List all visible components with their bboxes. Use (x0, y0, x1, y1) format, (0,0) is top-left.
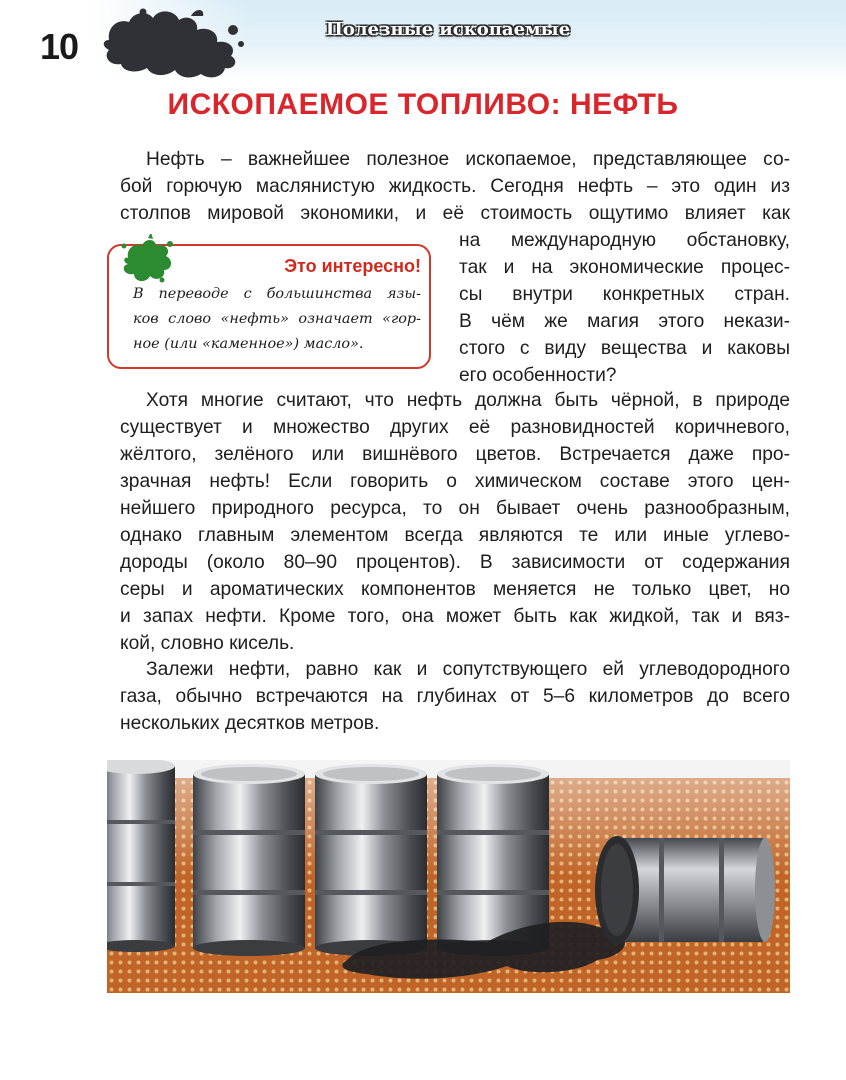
page-title: ИСКОПАЕМОЕ ТОПЛИВО: НЕФТЬ (167, 88, 679, 121)
text-line: дороды (около 80–90 процентов). В зависимости от содержания (120, 552, 790, 573)
paragraph-colors (120, 387, 790, 657)
callout-title: Это интересно! (284, 256, 421, 276)
barrel-row (107, 760, 549, 956)
callout-text (133, 282, 421, 357)
text-line: бой горючую маслянистую жидкость. Сегодня нефть – это один из (120, 176, 790, 197)
intro-paragraph-wrap (459, 227, 790, 389)
text-line: однако главным элементом всегда являются те или иные углево- (120, 525, 790, 546)
text-line: существует и множество других её разновидностей коричневого, (120, 417, 790, 438)
green-splash-icon (118, 234, 176, 286)
text-line: В чём же магия этого некази- (459, 311, 790, 332)
text-line: Хотя многие считают, что нефть должна быть чёрной, в природе (146, 390, 790, 411)
text-line: на международную обстановку, (459, 230, 790, 251)
text-line: жёлтого, зелёного или вишнёвого цветов. Встречается даже про- (120, 444, 790, 465)
text-line: Нефть – важнейшее полезное ископаемое, представляющее со- (146, 149, 790, 170)
text-line: и запах нефти. Кроме того, она может быть как жидкой, так и вяз- (120, 606, 790, 627)
paragraph-deposits (120, 656, 790, 737)
text-line: так и на экономические процес- (459, 257, 790, 278)
text-line: столпов мировой экономики, и её стоимость ощутимо влияет как (120, 203, 790, 224)
oil-barrels-illustration (107, 760, 790, 993)
tipped-barrel (595, 836, 775, 944)
section-title: Полезные ископаемые (325, 19, 571, 40)
text-line: сы внутри конкретных стран. (459, 284, 790, 305)
callout-line: ное (или «каменное») масло». (133, 336, 364, 352)
oil-splash-icon (95, 4, 245, 82)
callout-line: ков слово «нефть» означает «гор- (133, 311, 421, 327)
intro-paragraph (120, 146, 790, 227)
text-line: его особенности? (459, 365, 617, 386)
callout-line: В переводе с большинства язы- (133, 286, 421, 302)
text-line: серы и ароматических компонентов меняется не только цвет, но (120, 579, 790, 600)
text-line: нескольких десятков метров. (120, 713, 380, 734)
text-line: зрачная нефть! Если говорить о химическом составе этого цен- (120, 471, 790, 492)
text-line: Залежи нефти, равно как и сопутствующего ей углеводородного (146, 659, 790, 680)
text-line: стого с виду вещества и каковы (459, 338, 790, 359)
page-number: 10 (40, 26, 79, 67)
text-line: кой, словно кисель. (120, 633, 295, 654)
text-line: газа, обычно встречаются на глубинах от 5–6 километров до всего (120, 686, 790, 707)
text-line: нейшего природного ресурса, то он бывает очень разнообразным, (120, 498, 790, 519)
